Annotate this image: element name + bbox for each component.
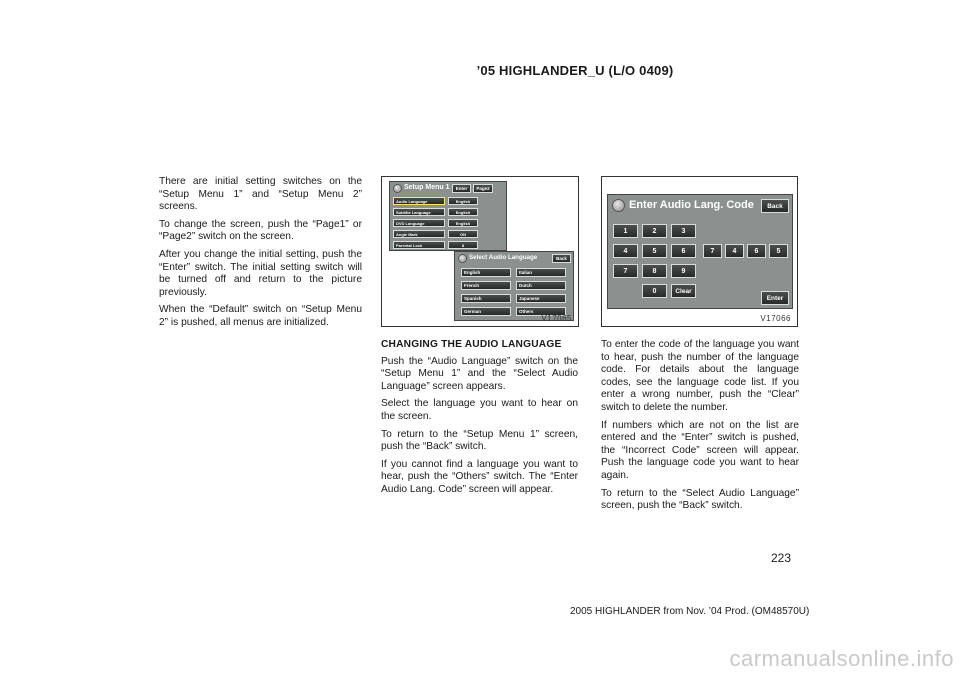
setup-menu-screen [389, 181, 507, 251]
keypad-key[interactable]: 0 [642, 284, 667, 298]
enter-button[interactable]: Enter [452, 184, 471, 193]
section-heading: CHANGING THE AUDIO LANGUAGE [381, 339, 562, 350]
setting-value: English [448, 197, 478, 205]
setting-subtitle-language-button[interactable]: Subtitle Language [393, 208, 445, 216]
figure-enter-code [601, 176, 798, 327]
setting-angle-mark-button[interactable]: Angle Mark [393, 230, 445, 238]
figure-code: V17065 [541, 314, 572, 323]
paragraph: After you change the initial setting, push the “Enter” switch. The initial setting switch will be turned off and return to the picture previously. [159, 248, 362, 298]
language-option-button[interactable]: Spanish [461, 294, 511, 303]
language-option-button[interactable]: Japanese [516, 294, 566, 303]
clear-button[interactable]: Clear [671, 284, 696, 298]
setting-parental-lock-button[interactable]: Parental Lock [393, 241, 445, 249]
setting-value: ON [448, 230, 478, 238]
code-digit-display: 4 [725, 244, 744, 258]
keypad-key[interactable]: 9 [671, 264, 696, 278]
enter-code-screen [607, 194, 793, 309]
paragraph: To enter the code of the language you want to hear, push the number of the language code. For details about the language codes, see the language code list. If you enter a wrong number, push the “Clear” switch to delete the number. [601, 339, 799, 413]
language-option-button[interactable]: Dutch [516, 281, 566, 290]
setting-value: English [448, 208, 478, 216]
setting-audio-language-button[interactable]: Audio Language [393, 197, 445, 205]
keypad-key[interactable]: 6 [671, 244, 696, 258]
paragraph: There are initial setting switches on the “Setup Menu 1” and “Setup Menu 2” screens. [159, 176, 362, 213]
paragraph: Select the language you want to hear on the screen. [381, 398, 578, 422]
header-title: ’05 HIGHLANDER_U (L/O 0409) [476, 63, 674, 78]
setting-dvd-language-button[interactable]: DVD Language [393, 219, 445, 227]
code-digit-display: 6 [747, 244, 766, 258]
paragraph: If numbers which are not on the list are entered and the “Enter” switch is pushed, the “Incorrect Code” screen will appear. Push the language code you want to hear again. [601, 419, 799, 481]
language-option-button[interactable]: Italian [516, 268, 566, 277]
figure-code: V17066 [760, 314, 791, 323]
code-digit-display: 5 [769, 244, 788, 258]
document-header [0, 63, 960, 78]
enter-button[interactable]: Enter [761, 291, 789, 305]
paragraph: To return to the “Select Audio Language” screen, push the “Back” switch. [601, 487, 799, 512]
paragraph: Push the “Audio Language” switch on the “Setup Menu 1” and the “Select Audio Language” screen appears. [381, 355, 578, 392]
watermark: carmanualsonline.info [729, 646, 954, 671]
page2-button[interactable]: Page2 [473, 184, 493, 193]
setting-value: 8 [448, 241, 478, 249]
audio-language-column [381, 339, 578, 502]
back-button[interactable]: Back [761, 199, 789, 213]
select-language-title: Select Audio Language [469, 254, 538, 261]
language-code-column [601, 339, 799, 518]
language-option-button[interactable]: French [461, 281, 511, 290]
paragraph: To change the screen, push the “Page1” or “Page2” switch on the screen. [159, 218, 362, 243]
back-button[interactable]: Back [552, 254, 571, 263]
page-number: 223 [771, 551, 792, 565]
language-option-button[interactable]: English [461, 268, 511, 277]
enter-code-title: Enter Audio Lang. Code [629, 199, 754, 211]
select-audio-language-screen [454, 251, 574, 321]
footer-text: 2005 HIGHLANDER from Nov. ’04 Prod. (OM48570U) [570, 606, 810, 617]
paragraph: To return to the “Setup Menu 1” screen, push the “Back” switch. [381, 428, 578, 453]
paragraph: If you cannot find a language you want to hear, push the “Others” switch. The “Enter Audio Lang. Code” screen will appear. [381, 458, 578, 495]
keypad-key[interactable]: 8 [642, 264, 667, 278]
keypad-key[interactable]: 1 [613, 224, 638, 238]
setup-menu-title: Setup Menu 1 [404, 184, 450, 191]
disc-icon [612, 199, 625, 212]
keypad-key[interactable]: 2 [642, 224, 667, 238]
others-button[interactable]: Others [516, 307, 566, 316]
code-digit-display: 7 [703, 244, 722, 258]
disc-icon [458, 254, 467, 263]
disc-icon [393, 184, 402, 193]
paragraph: When the “Default” switch on “Setup Menu 2” is pushed, all menus are initialized. [159, 304, 362, 328]
keypad-key[interactable]: 7 [613, 264, 638, 278]
language-option-button[interactable]: German [461, 307, 511, 316]
setting-value: English [448, 219, 478, 227]
figure-setup-menu [381, 176, 579, 327]
keypad-key[interactable]: 5 [642, 244, 667, 258]
intro-column [159, 176, 362, 335]
keypad-key[interactable]: 4 [613, 244, 638, 258]
keypad-key[interactable]: 3 [671, 224, 696, 238]
